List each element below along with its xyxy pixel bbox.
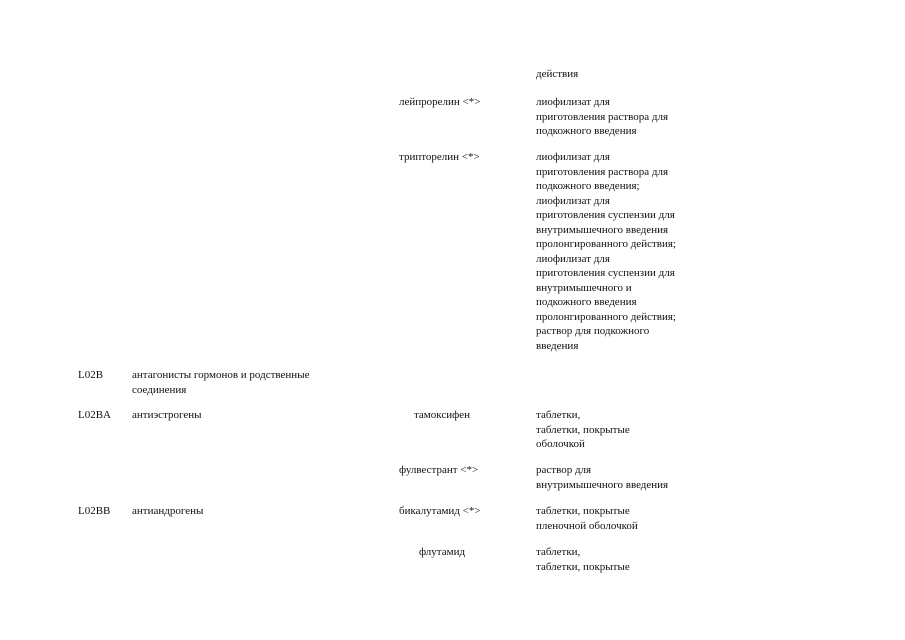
atc-code: L02B <box>78 369 104 381</box>
dosage-form: таблетки, таблетки, покрытые <box>536 546 630 573</box>
dosage-form: действия <box>536 68 579 80</box>
drug-name: бикалутамид <*> <box>399 505 481 517</box>
drug-name: флутамид <box>418 546 466 558</box>
atc-group-name: антиэстрогены <box>132 409 202 421</box>
dosage-form: таблетки, таблетки, покрытые оболочкой <box>536 409 630 450</box>
dosage-form: раствор для внутримышечного введения <box>536 464 669 491</box>
dosage-form: лиофилизат для приготовления раствора для подкожного введения <box>536 96 668 137</box>
drug-name: тамоксифен <box>413 409 471 421</box>
atc-code: L02BA <box>78 409 111 421</box>
drug-name: трипторелин <*> <box>399 151 480 163</box>
atc-group-name: антагонисты гормонов и родственные соединения <box>132 369 310 396</box>
drug-name: лейпрорелин <*> <box>399 96 481 108</box>
drug-name: фулвестрант <*> <box>399 464 479 476</box>
atc-group-name: антиандрогены <box>132 505 204 517</box>
atc-code: L02BB <box>78 505 111 517</box>
dosage-form: таблетки, покрытые пленочной оболочкой <box>536 505 638 532</box>
dosage-form: лиофилизат для приготовления раствора для подкожного введения; лиофилизат для приготовления суспензии для внутримышечного введения пролонгированного действия; лиофилизат для приготовления суспензии для внутримышечного и подкожного введения пролонгированного действия; раствор для подкожного введения <box>536 151 676 352</box>
